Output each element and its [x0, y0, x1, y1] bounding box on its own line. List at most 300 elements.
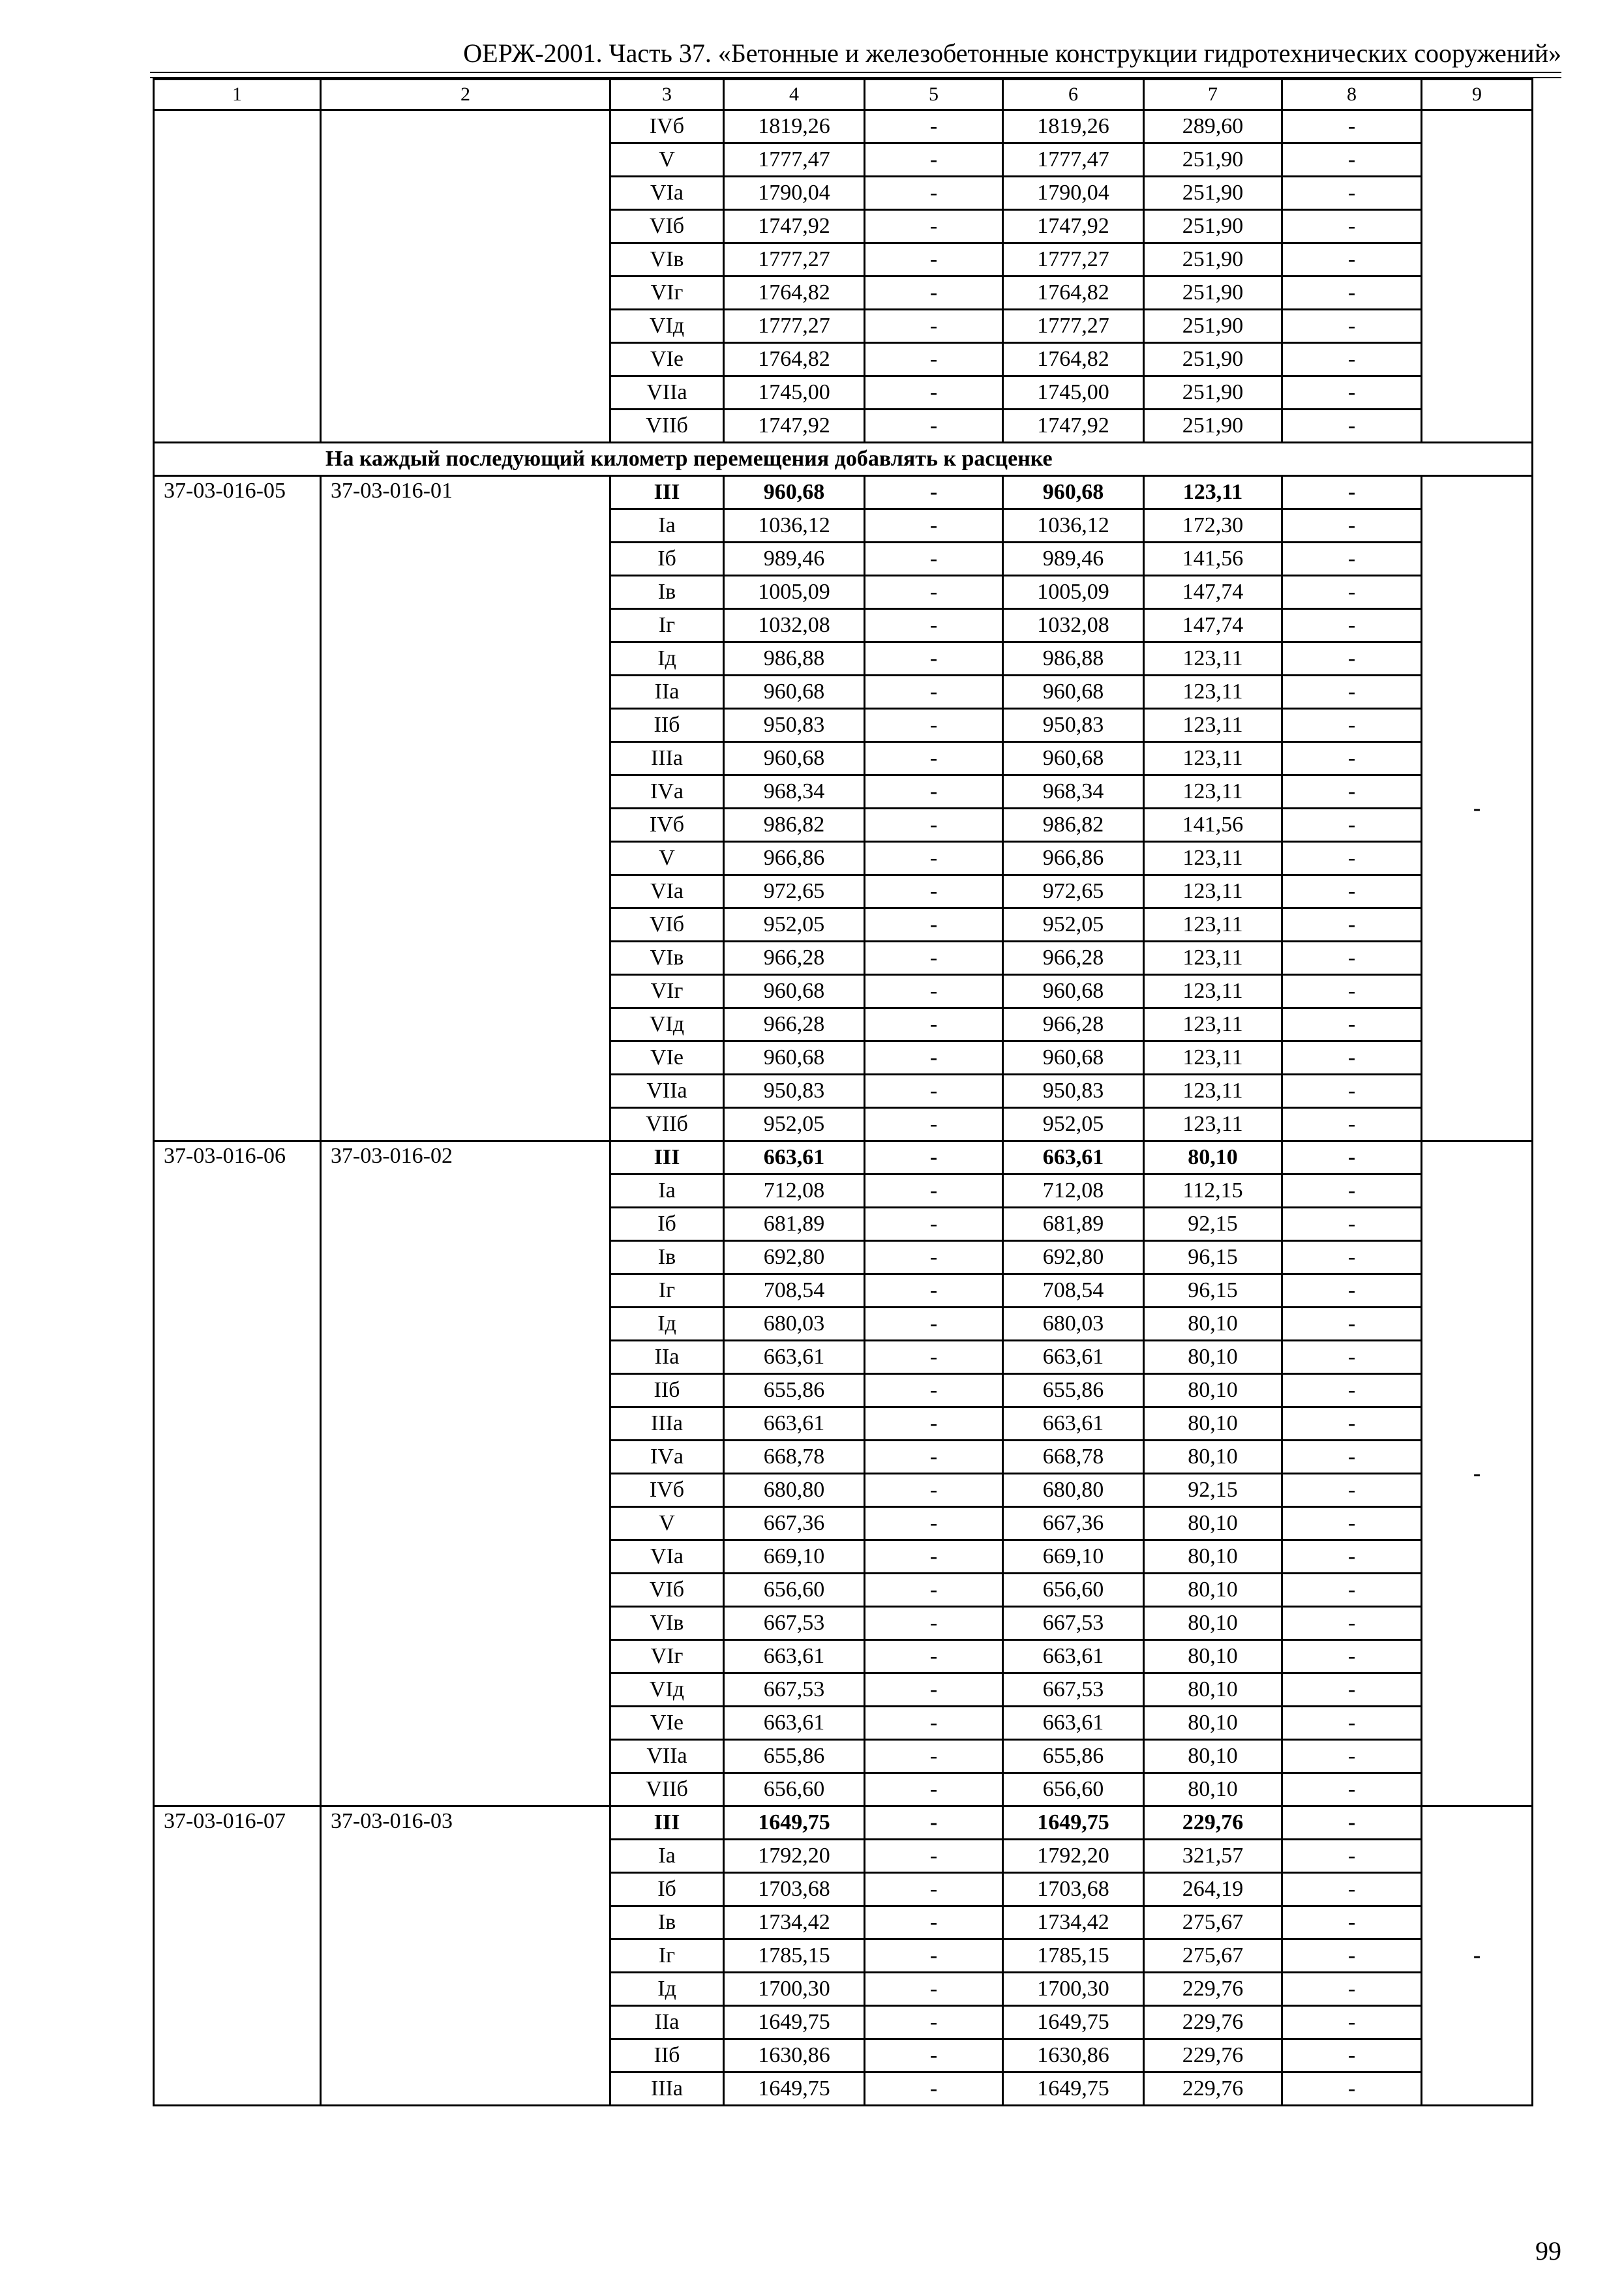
table-cell: - [1282, 1075, 1422, 1108]
table-cell: 667,53 [724, 1607, 865, 1640]
table-cell: 968,34 [724, 775, 865, 809]
table-cell: - [865, 842, 1003, 875]
table-cell: - [865, 809, 1003, 842]
table-cell: 986,82 [1003, 809, 1144, 842]
table-cell: 123,11 [1144, 942, 1282, 975]
rates-table-body [154, 80, 1533, 2106]
table-cell: VIб [610, 1574, 724, 1607]
table-cell: - [1282, 1673, 1422, 1707]
table-cell: 80,10 [1144, 1141, 1282, 1174]
table-cell: V [610, 143, 724, 177]
table-cell: 1792,20 [724, 1840, 865, 1873]
table-cell: 681,89 [724, 1208, 865, 1241]
table-cell: IIб [610, 709, 724, 742]
table-cell: Iд [610, 642, 724, 676]
table-cell: 1734,42 [1003, 1906, 1144, 1939]
table-cell: 141,56 [1144, 543, 1282, 576]
table-cell: 681,89 [1003, 1208, 1144, 1241]
table-cell: - [1282, 1939, 1422, 1973]
table-cell: - [865, 410, 1003, 443]
table-cell: 1649,75 [724, 2006, 865, 2039]
table-cell: - [1282, 509, 1422, 543]
table-cell: - [1282, 1308, 1422, 1341]
table-cell: 96,15 [1144, 1241, 1282, 1274]
table-cell: 966,86 [724, 842, 865, 875]
table-cell: - [1282, 1274, 1422, 1308]
table-cell: 986,88 [724, 642, 865, 676]
table-cell: Iв [610, 1241, 724, 1274]
table-cell: 972,65 [724, 875, 865, 908]
table-cell: 80,10 [1144, 1374, 1282, 1407]
table-cell: - [1282, 1640, 1422, 1673]
table-cell: - [865, 1673, 1003, 1707]
table-cell: - [865, 1208, 1003, 1241]
table-cell: 680,03 [724, 1308, 865, 1341]
table-cell: - [865, 1274, 1003, 1308]
table-cell: - [1282, 875, 1422, 908]
table-cell: VIе [610, 343, 724, 376]
table-cell: 667,36 [1003, 1507, 1144, 1540]
table-cell: 680,80 [1003, 1474, 1144, 1507]
table-cell: IIб [610, 1374, 724, 1407]
table-cell: - [865, 1507, 1003, 1540]
table-cell: III [610, 1806, 724, 1840]
table-cell: IIIа [610, 742, 724, 775]
table-cell: 663,61 [724, 1640, 865, 1673]
table-cell: 251,90 [1144, 343, 1282, 376]
table-cell: 989,46 [724, 543, 865, 576]
table-cell: 251,90 [1144, 310, 1282, 343]
table-cell: 1630,86 [724, 2039, 865, 2072]
column-9-cell: - [1422, 1806, 1533, 2106]
table-cell: 1790,04 [1003, 177, 1144, 210]
table-cell: 251,90 [1144, 410, 1282, 443]
table-cell: VIIб [610, 1773, 724, 1806]
table-cell: - [865, 110, 1003, 143]
table-cell: - [1282, 243, 1422, 277]
column-9-cell: - [1422, 476, 1533, 1141]
table-cell: 989,46 [1003, 543, 1144, 576]
table-cell: IIа [610, 676, 724, 709]
table-cell: 655,86 [724, 1740, 865, 1773]
table-cell: - [1282, 1740, 1422, 1773]
table-cell: 960,68 [1003, 476, 1144, 509]
table-cell: 663,61 [1003, 1707, 1144, 1740]
table-cell: Iг [610, 1274, 724, 1308]
table-cell: 656,60 [724, 1773, 865, 1806]
table-cell: 708,54 [724, 1274, 865, 1308]
table-cell: 1630,86 [1003, 2039, 1144, 2072]
table-cell: 1745,00 [1003, 376, 1144, 410]
table-cell: 960,68 [1003, 1041, 1144, 1075]
table-cell: - [1282, 1507, 1422, 1540]
table-cell: - [865, 343, 1003, 376]
table-cell: - [865, 1873, 1003, 1906]
column-number: 7 [1144, 80, 1282, 110]
table-cell: 123,11 [1144, 842, 1282, 875]
table-cell: 123,11 [1144, 1008, 1282, 1041]
table-cell: 669,10 [724, 1540, 865, 1574]
table-cell: - [865, 543, 1003, 576]
table-cell: 952,05 [1003, 1108, 1144, 1141]
table-cell: 1005,09 [724, 576, 865, 609]
table-cell: 1032,08 [1003, 609, 1144, 642]
table-cell: 80,10 [1144, 1640, 1282, 1673]
table-cell: V [610, 1507, 724, 1540]
table-cell: 1777,47 [724, 143, 865, 177]
rate-code: 37-03-016-07 [154, 1806, 321, 2106]
table-cell: VIIа [610, 1740, 724, 1773]
column-number-row [154, 80, 1533, 110]
table-cell: - [1282, 576, 1422, 609]
table-cell: 968,34 [1003, 775, 1144, 809]
table-cell: Iб [610, 1873, 724, 1906]
table-cell: - [865, 1407, 1003, 1441]
column-9-cell [1422, 110, 1533, 443]
table-cell: 960,68 [1003, 742, 1144, 775]
table-cell: - [865, 1773, 1003, 1806]
table-cell: 1745,00 [724, 376, 865, 410]
table-cell: - [865, 676, 1003, 709]
table-cell: - [1282, 642, 1422, 676]
table-cell: - [865, 1806, 1003, 1840]
header-rule-top [150, 72, 1561, 73]
table-cell: - [1282, 809, 1422, 842]
table-cell: - [1282, 1208, 1422, 1241]
table-cell: 667,36 [724, 1507, 865, 1540]
table-cell: 667,53 [1003, 1673, 1144, 1707]
table-cell: 950,83 [1003, 1075, 1144, 1108]
table-cell: 692,80 [724, 1241, 865, 1274]
table-cell: 123,11 [1144, 908, 1282, 942]
table-cell: 1785,15 [724, 1939, 865, 1973]
table-cell: 123,11 [1144, 742, 1282, 775]
table-cell: Iг [610, 1939, 724, 1973]
table-cell: 655,86 [1003, 1374, 1144, 1407]
column-number: 2 [321, 80, 610, 110]
table-cell: VIе [610, 1707, 724, 1740]
table-cell: - [1282, 410, 1422, 443]
table-cell: 123,11 [1144, 875, 1282, 908]
table-cell: - [1282, 2006, 1422, 2039]
table-cell: 1777,27 [724, 243, 865, 277]
table-cell: Iг [610, 609, 724, 642]
table-cell: 92,15 [1144, 1208, 1282, 1241]
table-cell: VIIб [610, 410, 724, 443]
table-cell: 960,68 [724, 476, 865, 509]
table-cell: 92,15 [1144, 1474, 1282, 1507]
table-cell: - [1282, 1607, 1422, 1640]
table-cell: VIд [610, 1673, 724, 1707]
table-cell: 1747,92 [1003, 210, 1144, 243]
table-cell: 123,11 [1144, 1075, 1282, 1108]
table-cell: 986,88 [1003, 642, 1144, 676]
table-cell: - [865, 1574, 1003, 1607]
table-cell: - [865, 1241, 1003, 1274]
table-cell: - [865, 942, 1003, 975]
running-header: ОЕРЖ-2001. Часть 37. «Бетонные и железобетонные конструкции гидротехнических сооружений» [463, 38, 1561, 68]
table-cell: 960,68 [724, 975, 865, 1008]
table-cell: - [1282, 1474, 1422, 1507]
note-text: На каждый последующий километр перемещения добавлять к расценке [154, 443, 1533, 476]
table-cell: VIг [610, 975, 724, 1008]
table-cell: Iа [610, 1840, 724, 1873]
table-cell: - [865, 310, 1003, 343]
table-cell: IVб [610, 1474, 724, 1507]
table-row [154, 1806, 1533, 1840]
table-cell: 663,61 [1003, 1341, 1144, 1374]
table-cell: - [865, 1308, 1003, 1341]
table-cell: 656,60 [724, 1574, 865, 1607]
table-cell: 80,10 [1144, 1308, 1282, 1341]
table-cell: - [1282, 842, 1422, 875]
table-cell: - [1282, 676, 1422, 709]
table-cell: - [865, 277, 1003, 310]
table-cell: 663,61 [1003, 1141, 1144, 1174]
table-cell: - [865, 1075, 1003, 1108]
table-cell: - [865, 1906, 1003, 1939]
table-cell: - [1282, 177, 1422, 210]
table-cell: 251,90 [1144, 277, 1282, 310]
table-cell: - [1282, 343, 1422, 376]
table-cell: 123,11 [1144, 775, 1282, 809]
table-cell: 708,54 [1003, 1274, 1144, 1308]
table-cell: 667,53 [724, 1673, 865, 1707]
table-cell: 950,83 [724, 709, 865, 742]
table-cell: - [865, 2039, 1003, 2072]
table-cell: - [865, 1108, 1003, 1141]
table-cell: IIIа [610, 2072, 724, 2106]
table-cell: 669,10 [1003, 1540, 1144, 1574]
table-cell: 952,05 [1003, 908, 1144, 942]
table-cell: 123,11 [1144, 1041, 1282, 1075]
table-cell: - [865, 709, 1003, 742]
rate-code: 37-03-016-05 [154, 476, 321, 1141]
table-cell: - [1282, 1574, 1422, 1607]
table-cell: IIIа [610, 1407, 724, 1441]
table-cell: 251,90 [1144, 143, 1282, 177]
table-cell: 663,61 [724, 1141, 865, 1174]
table-cell: - [865, 1707, 1003, 1740]
table-cell: - [865, 177, 1003, 210]
rate-reference: 37-03-016-03 [321, 1806, 610, 2106]
table-cell: 1747,92 [1003, 410, 1144, 443]
table-cell: - [865, 1041, 1003, 1075]
table-cell: - [1282, 609, 1422, 642]
table-cell: 1700,30 [1003, 1973, 1144, 2006]
table-cell: - [1282, 908, 1422, 942]
column-number: 4 [724, 80, 865, 110]
table-cell: - [1282, 1840, 1422, 1873]
rate-reference [321, 110, 610, 443]
table-cell: 663,61 [724, 1341, 865, 1374]
table-cell: VIа [610, 177, 724, 210]
table-cell: 123,11 [1144, 642, 1282, 676]
table-cell: - [1282, 543, 1422, 576]
table-cell: 952,05 [724, 1108, 865, 1141]
table-cell: - [1282, 1407, 1422, 1441]
table-cell: - [1282, 1374, 1422, 1407]
table-cell: - [865, 1008, 1003, 1041]
table-cell: 80,10 [1144, 1574, 1282, 1607]
table-cell: - [1282, 1707, 1422, 1740]
rate-reference: 37-03-016-01 [321, 476, 610, 1141]
table-cell: - [1282, 1906, 1422, 1939]
table-cell: Iд [610, 1308, 724, 1341]
table-cell: Iв [610, 1906, 724, 1939]
table-cell: 80,10 [1144, 1773, 1282, 1806]
table-cell: IIа [610, 2006, 724, 2039]
table-cell: - [865, 875, 1003, 908]
table-cell: Iд [610, 1973, 724, 2006]
table-cell: - [865, 1341, 1003, 1374]
table-cell: 1819,26 [1003, 110, 1144, 143]
table-cell: 966,28 [1003, 942, 1144, 975]
table-cell: 656,60 [1003, 1773, 1144, 1806]
table-cell: - [865, 1374, 1003, 1407]
table-cell: VIг [610, 277, 724, 310]
table-cell: 950,83 [724, 1075, 865, 1108]
table-cell: 80,10 [1144, 1507, 1282, 1540]
table-cell: - [865, 1141, 1003, 1174]
table-cell: 229,76 [1144, 1806, 1282, 1840]
rate-reference: 37-03-016-02 [321, 1141, 610, 1806]
table-cell: - [1282, 1441, 1422, 1474]
table-cell: 275,67 [1144, 1906, 1282, 1939]
table-cell: - [865, 1973, 1003, 2006]
table-cell: - [865, 476, 1003, 509]
table-cell: 655,86 [724, 1374, 865, 1407]
table-cell: - [865, 742, 1003, 775]
table-cell: Iб [610, 1208, 724, 1241]
table-cell: 1649,75 [1003, 2072, 1144, 2106]
table-cell: 1764,82 [1003, 277, 1144, 310]
table-cell: 321,57 [1144, 1840, 1282, 1873]
table-cell: 655,86 [1003, 1740, 1144, 1773]
table-cell: 251,90 [1144, 243, 1282, 277]
table-cell: 668,78 [1003, 1441, 1144, 1474]
table-cell: - [865, 975, 1003, 1008]
table-cell: - [865, 1939, 1003, 1973]
table-cell: 966,86 [1003, 842, 1144, 875]
column-number: 3 [610, 80, 724, 110]
table-cell: - [1282, 1108, 1422, 1141]
table-cell: - [1282, 110, 1422, 143]
table-cell: VIе [610, 1041, 724, 1075]
table-cell: 1649,75 [724, 2072, 865, 2106]
table-cell: IIб [610, 2039, 724, 2072]
table-cell: 663,61 [724, 1407, 865, 1441]
table-cell: 960,68 [724, 676, 865, 709]
table-cell: - [1282, 277, 1422, 310]
table-cell: 251,90 [1144, 177, 1282, 210]
table-cell: 80,10 [1144, 1707, 1282, 1740]
table-cell: - [865, 1474, 1003, 1507]
rates-table [153, 78, 1533, 2106]
table-cell: 712,08 [724, 1174, 865, 1208]
table-cell: - [865, 1540, 1003, 1574]
table-cell: 1005,09 [1003, 576, 1144, 609]
table-cell: 1734,42 [724, 1906, 865, 1939]
table-cell: - [1282, 1008, 1422, 1041]
table-cell: 80,10 [1144, 1607, 1282, 1640]
table-cell: 80,10 [1144, 1740, 1282, 1773]
column-number: 8 [1282, 80, 1422, 110]
table-cell: 80,10 [1144, 1673, 1282, 1707]
table-cell: 692,80 [1003, 1241, 1144, 1274]
table-cell: - [865, 2072, 1003, 2106]
table-cell: 1764,82 [724, 277, 865, 310]
table-cell: 952,05 [724, 908, 865, 942]
table-cell: 663,61 [1003, 1407, 1144, 1441]
table-cell: 123,11 [1144, 476, 1282, 509]
table-cell: 289,60 [1144, 110, 1282, 143]
table-cell: 172,30 [1144, 509, 1282, 543]
table-cell: 1703,68 [724, 1873, 865, 1906]
table-cell: - [1282, 376, 1422, 410]
table-cell: - [1282, 1873, 1422, 1906]
table-cell: 966,28 [724, 1008, 865, 1041]
table-cell: 680,03 [1003, 1308, 1144, 1341]
table-cell: 1785,15 [1003, 1939, 1144, 1973]
table-cell: - [865, 1174, 1003, 1208]
table-cell: - [865, 1640, 1003, 1673]
table-cell: IVа [610, 775, 724, 809]
table-cell: 680,80 [724, 1474, 865, 1507]
table-cell: 80,10 [1144, 1341, 1282, 1374]
table-cell: Iа [610, 509, 724, 543]
rate-code: 37-03-016-06 [154, 1141, 321, 1806]
table-cell: - [1282, 975, 1422, 1008]
table-cell: 1649,75 [1003, 1806, 1144, 1840]
table-cell: 229,76 [1144, 2039, 1282, 2072]
table-cell: 1764,82 [1003, 343, 1144, 376]
table-cell: - [1282, 1341, 1422, 1374]
table-cell: - [1282, 476, 1422, 509]
table-cell: - [1282, 143, 1422, 177]
table-cell: VIг [610, 1640, 724, 1673]
table-cell: 275,67 [1144, 1939, 1282, 1973]
table-cell: - [1282, 310, 1422, 343]
table-cell: - [865, 376, 1003, 410]
table-cell: IVа [610, 1441, 724, 1474]
table-cell: - [865, 642, 1003, 676]
table-cell: 123,11 [1144, 709, 1282, 742]
page-number: 99 [1535, 2236, 1561, 2266]
table-cell: 1036,12 [724, 509, 865, 543]
table-cell: - [1282, 1174, 1422, 1208]
table-cell: IVб [610, 809, 724, 842]
table-cell: 80,10 [1144, 1441, 1282, 1474]
table-cell: - [1282, 1141, 1422, 1174]
table-cell: 1777,27 [724, 310, 865, 343]
table-cell: III [610, 1141, 724, 1174]
table-cell: 960,68 [1003, 975, 1144, 1008]
table-cell: 229,76 [1144, 2072, 1282, 2106]
table-cell: 264,19 [1144, 1873, 1282, 1906]
table-cell: - [1282, 1540, 1422, 1574]
table-cell: 1747,92 [724, 410, 865, 443]
table-cell: 960,68 [724, 1041, 865, 1075]
table-cell: 667,53 [1003, 1607, 1144, 1640]
table-row [154, 1141, 1533, 1174]
table-cell: 1747,92 [724, 210, 865, 243]
table-cell: 1649,75 [1003, 2006, 1144, 2039]
table-cell: - [1282, 2072, 1422, 2106]
table-cell: - [865, 1740, 1003, 1773]
table-cell: 251,90 [1144, 210, 1282, 243]
table-cell: VIIб [610, 1108, 724, 1141]
